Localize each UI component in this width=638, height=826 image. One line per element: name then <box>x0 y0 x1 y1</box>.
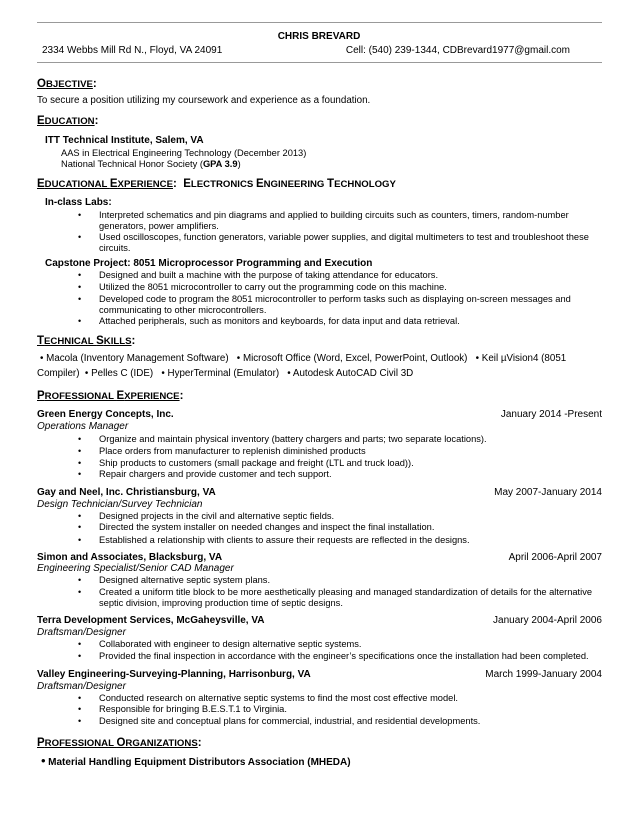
school-name: ITT Technical Institute, Salem, VA <box>45 135 204 146</box>
job-dates: March 1999-January 2004 <box>485 669 602 680</box>
list-item: Collaborated with engineer to design alternative septic systems. <box>99 639 362 649</box>
list-item: Created a uniform title block to be more aesthetically pleasing and managed standardization of details for the alternative septic division, improving production time of septic designs. <box>99 587 593 609</box>
list-bullet: • <box>78 651 82 661</box>
list-item: Used oscilloscopes, function generators, variable power supplies, and digital multimeters to test and troubleshoot these circuits. <box>99 232 589 254</box>
list-item: Designed and built a machine with the purpose of taking attendance for educators. <box>99 270 439 280</box>
gpa: GPA 3.9 <box>202 159 238 169</box>
list-bullet: • <box>78 294 82 304</box>
professional-experience-heading: PROFESSIONAL EXPERIENCE: <box>37 390 184 402</box>
list-bullet: • <box>78 210 82 220</box>
skill-item: Keil µVision4 (8051 <box>481 353 567 364</box>
list-item: Provided the final inspection in accordance with the engineer’s specifications once the installation had been completed. <box>99 651 589 661</box>
list-bullet: • <box>78 434 82 444</box>
job-company: Simon and Associates, Blacksburg, VA <box>37 552 223 563</box>
list-item: Directed the system installer on needed changes and inspect the final installation. <box>99 522 435 532</box>
list-item: Designed site and conceptual plans for commercial, industrial, and residential developments. <box>99 716 481 726</box>
job-role: Draftsman/Designer <box>37 681 126 692</box>
job-company: Green Energy Concepts, Inc. <box>37 409 174 420</box>
skill-item: Microsoft Office (Word, Excel, PowerPoint, Outlook) <box>242 353 468 364</box>
list-item: Ship products to customers (small package and freight (LTL and truck load)). <box>99 458 414 468</box>
list-bullet: • <box>78 716 82 726</box>
list-bullet: • <box>78 446 82 456</box>
labs-title: In-class Labs: <box>45 197 112 208</box>
list-item: Organize and maintain physical inventory (battery chargers and parts; two separate locations). <box>99 434 487 444</box>
list-bullet: • <box>78 316 82 326</box>
list-bullet: • <box>78 522 82 532</box>
job-role: Engineering Specialist/Senior CAD Manager <box>37 563 234 574</box>
skill-item: Autodesk AutoCAD Civil 3D <box>292 368 414 379</box>
professional-organizations-heading: PROFESSIONAL ORGANIZATIONS: <box>37 737 202 749</box>
list-item: Attached peripherals, such as monitors and keyboards, for data input and data retrieval. <box>99 316 460 326</box>
objective-heading: OBJECTIVE: <box>37 78 97 90</box>
honor-society: National Technical Honor Society (GPA 3.9) <box>61 159 241 169</box>
list-bullet: • <box>78 704 82 714</box>
skill-item: Pelles C (IDE) <box>91 368 154 379</box>
job-role: Design Technician/Survey Technician <box>37 499 203 510</box>
list-bullet: • <box>78 639 82 649</box>
job-company: Terra Development Services, McGaheysville, VA <box>37 615 265 626</box>
contact-info: Cell: (540) 239-1344, CDBrevard1977@gmail.com <box>345 45 570 56</box>
job-role: Operations Manager <box>37 421 129 432</box>
list-item: Responsible for bringing B.E.S.T.1 to Virginia. <box>99 704 287 714</box>
address: 2334 Webbs Mill Rd N., Floyd, VA 24091 <box>42 45 223 56</box>
skills-line-2: Compiler) • Pelles C (IDE) • HyperTerminal (Emulator) • Autodesk AutoCAD Civil 3D <box>37 368 414 379</box>
skill-item: Macola (Inventory Management Software) <box>46 353 229 364</box>
top-rule <box>37 22 602 23</box>
list-item: Place orders from manufacturer to replenish diminished products <box>99 446 366 456</box>
list-item: Established a relationship with clients to assure their requests are reflected in the designs. <box>99 535 470 545</box>
educational-experience-heading: EDUCATIONAL EXPERIENCE: ELECTRONICS ENGINEERING TECHNOLOGY <box>37 178 396 190</box>
list-bullet: • <box>78 270 82 280</box>
list-bullet: • <box>78 693 82 703</box>
job-company: Gay and Neel, Inc. Christiansburg, VA <box>37 487 216 498</box>
job-dates: April 2006-April 2007 <box>508 552 602 563</box>
list-item: Utilized the 8051 microcontroller to carry out the programming code on this machine. <box>99 282 447 292</box>
organization-item: • Material Handling Equipment Distributors Association (MHEDA) <box>41 753 351 768</box>
capstone-title: Capstone Project: 8051 Microprocessor Programming and Execution <box>45 258 373 269</box>
job-dates: January 2004-April 2006 <box>493 615 602 626</box>
list-bullet: • <box>78 469 82 479</box>
skill-item: HyperTerminal (Emulator) <box>167 368 280 379</box>
objective-text: To secure a position utilizing my coursework and experience as a foundation. <box>37 95 371 106</box>
header-rule <box>37 62 602 63</box>
degree: AAS in Electrical Engineering Technology (December 2013) <box>61 148 307 158</box>
list-bullet: • <box>78 282 82 292</box>
list-item: Designed alternative septic system plans. <box>99 575 271 585</box>
list-bullet: • <box>78 535 82 545</box>
list-bullet: • <box>78 575 82 585</box>
list-bullet: • <box>78 587 82 597</box>
education-heading: EDUCATION: <box>37 115 99 127</box>
candidate-name: CHRIS BREVARD <box>277 31 361 42</box>
list-item: Repair chargers and provide customer and tech support. <box>99 469 332 479</box>
list-bullet: • <box>78 232 82 242</box>
job-company: Valley Engineering-Surveying-Planning, Harrisonburg, VA <box>37 669 311 680</box>
list-item: Designed projects in the civil and alternative septic fields. <box>99 511 335 521</box>
skills-line-1: • Macola (Inventory Management Software) • Microsoft Office (Word, Excel, PowerPoint, Outlook) • Keil µVision4 (8051 <box>40 353 567 364</box>
list-bullet: • <box>78 458 82 468</box>
list-item: Interpreted schematics and pin diagrams and applied to building circuits such as counters, timers, random-number generators, power amplifiers. <box>99 210 569 232</box>
list-bullet: • <box>41 753 46 768</box>
list-bullet: • <box>78 511 82 521</box>
job-dates: January 2014 -Present <box>500 409 602 420</box>
list-item: Developed code to program the 8051 microcontroller to perform tasks such as displaying on-screen messages and communicating to other microcontrollers. <box>99 294 571 316</box>
list-item: Conducted research on alternative septic systems to find the most cost effective model. <box>99 693 458 703</box>
job-role: Draftsman/Designer <box>37 627 126 638</box>
technical-skills-heading: TECHNICAL SKILLS: <box>37 335 136 347</box>
job-dates: May 2007-January 2014 <box>494 487 602 498</box>
